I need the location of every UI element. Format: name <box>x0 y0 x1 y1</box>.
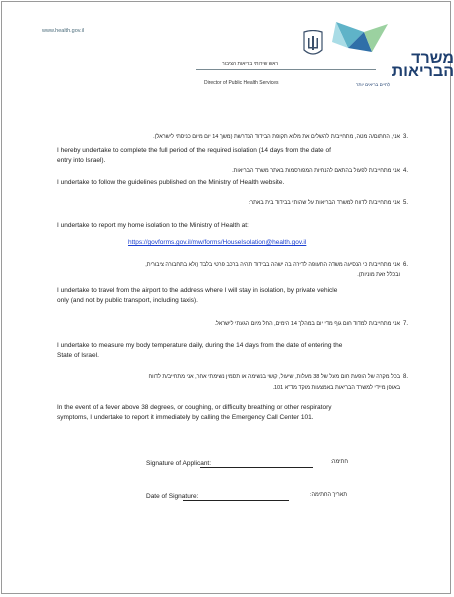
header-divider <box>196 69 376 70</box>
logo-subtitle: לחיים בריאים יותר <box>356 82 391 87</box>
item-english: I undertake to follow the guidelines published on the Ministry of Health website. <box>57 179 285 186</box>
logo-title: משרד הבריאות <box>391 50 454 80</box>
item-english-cont: entry into Israel). <box>57 157 106 164</box>
item-english: I undertake to report my home isolation to the Ministry of Health at: <box>57 222 249 229</box>
website-url: www.health.gov.il <box>42 28 85 34</box>
item-hebrew: אני מתחייב/ת למדוד חום גוף מדי יום במהלך 14 הימים, החל מיום הגעתי לישראל. <box>214 321 400 327</box>
date-signature-label: Date of Signature: <box>146 493 199 500</box>
item-english: I undertake to measure my body temperature daily, during the 14 days from the date of entering the <box>57 342 343 349</box>
item-english: I undertake to travel from the airport to the address where I will stay in isolation, by private vehicle <box>57 287 338 294</box>
date-signature-label-hebrew: תאריך החתימה: <box>310 492 347 498</box>
item-hebrew: אני מתחייב/ת לדווח למשרד הבריאות על שהותי בבידוד בית באתר: <box>248 200 400 206</box>
item-number: 6. <box>403 262 409 268</box>
item-english-cont: symptoms, I undertake to report it immediately by calling the Emergency Call Center 101. <box>57 414 314 421</box>
item-english: I hereby undertake to complete the full period of the required isolation (14 days from the date of <box>57 147 331 154</box>
item-hebrew: אני, החתום/ה מטה, מתחייב/ת להשלים את מלוא תקופת הבידוד הנדרשת (משך 14 יום מיום כניסתי לישראל). <box>153 134 400 140</box>
item-hebrew: אני מתחייב/ת לפעול בהתאם להנחיות המפורסמות באתר משרד הבריאות. <box>232 168 400 174</box>
item-hebrew-cont: באופן מיידי למשרד הבריאות באמצעות מוקד מד"א 101. <box>272 385 400 391</box>
item-hebrew: בכל מקרה של הופעת חום מעל של 38 מעלות, שיעול, קושי בנשימה או תסמין נשימתי אחר, אני מתחייב/ת לדווח <box>148 374 400 380</box>
date-signature-field[interactable] <box>183 500 289 501</box>
item-english-cont: State of Israel. <box>57 352 99 359</box>
department-title-english: Director of Public Health Services <box>204 80 279 86</box>
state-emblem-icon <box>302 30 324 58</box>
signature-field[interactable] <box>200 467 313 468</box>
item-number: 4. <box>403 168 409 174</box>
signature-label: Signature of Applicant: <box>146 460 212 467</box>
item-number: 8. <box>403 374 409 380</box>
item-number: 3. <box>403 134 409 140</box>
item-hebrew-cont: ובכלל זאת מוניות). <box>357 272 400 278</box>
item-number: 5. <box>403 200 409 206</box>
item-english-cont: only (and not by public transport, including taxis). <box>57 297 198 304</box>
item-english: In the event of a fever above 38 degrees, or coughing, or difficulty breathing or other respiratory <box>57 404 332 411</box>
item-number: 7. <box>403 321 409 327</box>
house-isolation-link[interactable]: https://govforms.gov.il/mw/forms/HouseIsolation@health.gov.il <box>128 239 307 246</box>
department-title-hebrew: ראש שירותי בריאות הציבור <box>222 61 279 67</box>
signature-label-hebrew: חתימה: <box>330 459 348 465</box>
item-hebrew: אני מתחייב/ת כי הנסיעה משדה התעופה לדירה בה ישהה בבידוד תהיה ברכב פרטי בלבד (ולא בתחבורה ציבורית, <box>145 262 400 268</box>
